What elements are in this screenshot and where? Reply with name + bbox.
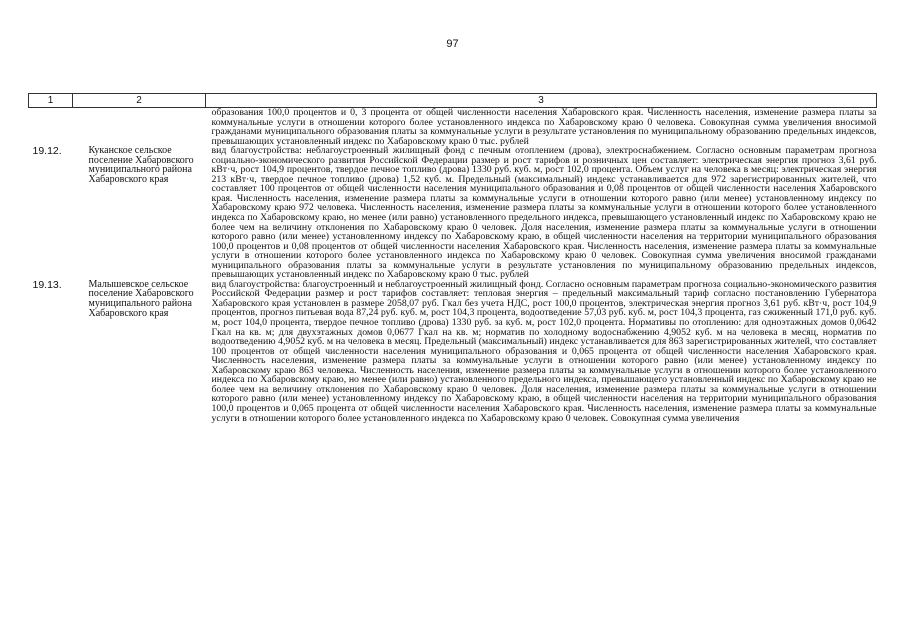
row-description — [206, 108, 877, 147]
municipality-name: Куканское сельское поселение Хабаровского муниципального района Хабаровского края — [88, 145, 194, 185]
row-description — [206, 280, 877, 423]
header-col-1: 1 — [29, 94, 73, 108]
page-number: 97 — [446, 38, 459, 50]
table-row — [29, 280, 877, 423]
header-col-2: 2 — [73, 94, 206, 108]
row-description-text: вид благоустройства: благоустроенный и неблагоустроенный жилищный фонд. Согласно основным параметрам прогноза социально-экономического развития Российской Федерации размер и рост тарифов составляет: тепловая энергия – предельный максимальный тариф согласно постановлению Губернатора Хабаровского края установлен в размере 2058,07 руб. Гкал без учета НДС, рост 100,0 процентов, электрическая энергия прогноз 3,61 руб. кВт·ч, рост 104,9 процентов, прогноз питьевая вода 87,24 руб. куб. м, рост 104,3 процента, водоотведение 57,03 руб. куб. м, рост 104,3 процента, газ сжиженный 171,0 руб. куб. м, рост 104,0 процента, твердое печное топливо (дрова) 1330 руб. за куб. м, рост 102,0 процента. Нормативы по отоплению: для одноэтажных домов 0,0642 Гкал на кв. м; для двухэтажных домов 0,0677 Гкал на кв. м; норматив по холодному водоснабжению 4,9052 куб. м на человека в месяц, норматив по водоотведению 4,9052 куб. м на человека в месяц. Предельный (максимальный) индекс устанавливается для 863 зарегистрированных жителей, что составляет 100 процентов от общей численности населения муниципального образования и 0,065 процента от общей численности населения Хабаровского края. Численность населения, изменение размера платы за коммунальные услуги в отношении которого равно (или менее) установленному индексу по Хабаровскому краю 863 человека. Численность населения, изменение размера платы за коммунальные услуги в отношении которого более установленного индекса по Хабаровскому краю, но менее (или равно) установленного предельного индекса, превышающего установленный индекс по Хабаровскому краю не более чем на величину отклонения по Хабаровскому краю 0 человек. Доля населения, изменение размера платы за коммунальные услуги в отношении которого равно (или менее) установленному индексу по Хабаровскому краю, в общей численности населения на территории муниципального образования 100,0 процентов и 0,065 процента от общей численности населения Хабаровского края. Численность населения, изменение размера платы за коммунальные услуги в отношении которого более установленного индекса по Хабаровскому краю 0 человек. Совокупная сумма увеличения — [211, 278, 877, 424]
header-col-3: 3 — [206, 94, 877, 108]
municipality-name: Малышевское сельское поселение Хабаровского муниципального района Хабаровского края — [88, 278, 194, 319]
table-row — [29, 108, 877, 147]
row-number: 19.13. — [32, 278, 62, 291]
tariff-index-table — [28, 93, 877, 423]
row-description-text: вид благоустройства: неблагоустроенный жилищный фонд с печным отоплением (дрова), электроснабжением. Согласно основным параметрам прогноза социально-экономического развития Российской Федерации размер и рост тарифов и розничных цен составляет: электрическая энергия прогноз 3,61 руб. кВт·ч, рост 104,9 процентов, твердое печное топливо (дрова) 1330 руб. куб. м, рост 102,0 процента. Объем услуг на человека в месяц: электрическая энергия 213 кВт·ч, твердое печное топливо (дрова) 1,52 куб. м. Предельный (максимальный) индекс устанавливается для 972 зарегистрированных жителей, что составляет 100 процентов от общей численности населения муниципального образования и 0,08 процентов от общей численности населения Хабаровского края. Численность населения, изменение размера платы за коммунальные услуги в отношении которого равно (или менее) установленному индексу по Хабаровскому краю 972 человека. Численность населения, изменение размера платы за коммунальные услуги в отношении которого более установленного индекса по Хабаровскому краю, но менее (или равно) установленного предельного индекса, превышающего установленный индекс по Хабаровскому краю не более чем на величину отклонения по Хабаровскому краю 0 человек. Доля населения, изменение размера платы за коммунальные услуги в отношении которого равно (или менее) установленному индексу по Хабаровскому краю, в общей численности населения на территории муниципального образования 100,0 процентов и 0,08 процентов от общей численности населения Хабаровского края. Численность населения, изменение размера платы за коммунальные услуги в отношении которого более установленного индекса по Хабаровскому краю 0 человек. Совокупная сумма увеличения вносимой гражданами муниципального образования платы за коммунальные услуги в результате установления по муниципальному образованию предельных индексов, превышающих установленный индекс по Хабаровскому краю 0 тыс. рублей — [211, 145, 877, 281]
municipality-name — [73, 108, 206, 147]
row-description-text: образования 100,0 процентов и 0, 3 процента от общей численности населения Хабаровского края. Численность населения, изменение размера платы за коммунальные услуги в отношении которого более установленного индекса по Хабаровскому краю 0 человека. Совокупная сумма увеличения вносимой гражданами муниципального образования платы за коммунальные услуги в результате установления по муниципальному образованию предельных индексов, превышающих установленный индекс по Хабаровскому краю 0 тыс. рублей — [211, 107, 877, 147]
table-header-row — [29, 94, 877, 108]
row-number — [29, 108, 73, 147]
row-description — [206, 146, 877, 280]
table-row — [29, 146, 877, 280]
row-number: 19.12. — [32, 145, 62, 158]
